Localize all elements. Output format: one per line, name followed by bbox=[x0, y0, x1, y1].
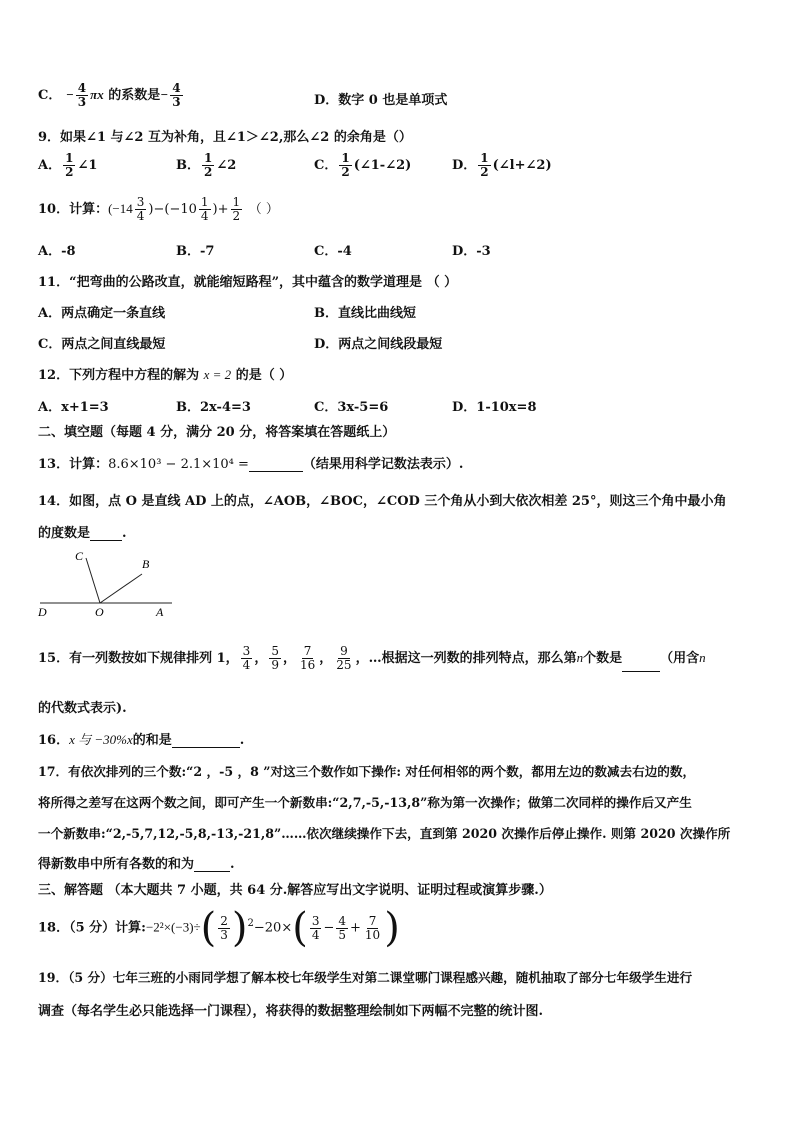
denominator: 3 bbox=[172, 95, 181, 109]
numerator: 7 bbox=[368, 913, 377, 928]
fraction bbox=[76, 82, 88, 109]
denominator: 2 bbox=[480, 165, 489, 179]
option-text: ∠1 bbox=[77, 158, 98, 173]
denominator: 10 bbox=[364, 927, 381, 942]
numerator: 1 bbox=[65, 151, 74, 165]
denominator: 3 bbox=[220, 927, 228, 942]
text: . bbox=[230, 857, 235, 872]
label-b: B bbox=[142, 557, 150, 571]
numerator: 5 bbox=[271, 644, 279, 658]
fraction bbox=[231, 196, 243, 223]
text: 得新数串中所有各数的和为 bbox=[38, 857, 195, 872]
q11-stem: 11．“把弯曲的公路改直，就能缩短路程”，其中蕴含的数学道理是 （ ） bbox=[38, 275, 458, 290]
q17-line1: 17．有依次排列的三个数:“2 ，-5 ，8 ”对这三个数作如下操作: 对任何相邻的两个数，都用左边的数减去右边的数， bbox=[38, 764, 696, 779]
fraction bbox=[241, 645, 253, 672]
q10-option-d: D．-3 bbox=[452, 244, 491, 259]
denominator: 2 bbox=[65, 165, 74, 179]
q12-option-b: B．2x-4=3 bbox=[176, 400, 251, 415]
term: −(−10 bbox=[153, 202, 197, 217]
text: （结果用科学记数法表示）. bbox=[302, 457, 464, 472]
term: (−14 bbox=[108, 201, 133, 216]
q10-stem bbox=[38, 196, 279, 223]
text: 的和是 bbox=[132, 733, 172, 748]
q10-option-b: B．-7 bbox=[176, 244, 215, 259]
left-paren: ( bbox=[292, 905, 308, 951]
term: ) bbox=[148, 202, 154, 217]
ray-oc bbox=[86, 558, 100, 603]
q13-stem bbox=[38, 453, 463, 472]
denominator: 4 bbox=[242, 658, 251, 672]
expression: −20× bbox=[253, 920, 293, 936]
q9-option-d bbox=[452, 152, 552, 179]
text: 的是（ ） bbox=[235, 368, 293, 383]
numerator: 1 bbox=[200, 195, 209, 209]
right-paren: ) bbox=[231, 905, 248, 951]
numerator: 9 bbox=[340, 644, 348, 658]
fraction bbox=[310, 915, 322, 942]
q17-line3: 一个新数串:“2,-5,7,12,-5,8,-13,-21,8”……依次继续操作下去，直到第 2020 次操作后停止操作. 则第 2020 次操作所 bbox=[38, 826, 731, 841]
question-prefix: 13．计算： bbox=[38, 457, 109, 472]
option-label: C． bbox=[38, 88, 62, 103]
minus-sign: − bbox=[65, 87, 74, 102]
variable-n: n bbox=[576, 650, 584, 665]
exponent: 2 bbox=[247, 918, 254, 930]
q11-option-a: A．两点确定一条直线 bbox=[38, 306, 166, 321]
option-label: D． bbox=[452, 158, 477, 173]
denominator: 2 bbox=[204, 165, 213, 179]
q12-stem bbox=[38, 364, 292, 383]
numerator: 3 bbox=[311, 913, 320, 928]
fraction bbox=[202, 152, 214, 179]
label-a: A bbox=[156, 605, 164, 619]
label-d: D bbox=[38, 605, 47, 619]
numerator: 4 bbox=[172, 81, 181, 95]
text: （用含 bbox=[660, 651, 700, 666]
text: . bbox=[122, 526, 127, 541]
q18-stem bbox=[38, 905, 400, 951]
numerator: 2 bbox=[220, 913, 228, 928]
option-text: (∠1-∠2) bbox=[353, 158, 412, 173]
denominator: 2 bbox=[232, 209, 241, 223]
q9-option-a bbox=[38, 152, 97, 179]
q9-stem: 9．如果∠1 与∠2 互为补角，且∠1＞∠2,那么∠2 的余角是（） bbox=[38, 130, 412, 145]
expression: −2²×(−3)÷ bbox=[145, 919, 201, 935]
plus-sign: + bbox=[217, 202, 229, 217]
text: 12．下列方程中方程的解为 bbox=[38, 368, 200, 383]
ray-ob bbox=[100, 574, 142, 603]
left-paren: ( bbox=[200, 905, 217, 951]
q9-option-c bbox=[314, 152, 411, 179]
section-heading-fill-in: 二、填空题（每题 4 分，满分 20 分，将答案填在答题纸上） bbox=[38, 425, 396, 440]
minus-sign: − bbox=[323, 920, 335, 936]
fraction bbox=[478, 152, 490, 179]
answer-paren: （ ） bbox=[248, 202, 279, 217]
right-paren: ) bbox=[384, 905, 400, 951]
text: 的度数是 bbox=[38, 526, 91, 541]
text: 的系数是 bbox=[108, 88, 161, 103]
term: ) bbox=[212, 202, 218, 217]
fraction bbox=[269, 645, 281, 672]
equation: x = 2 bbox=[203, 367, 232, 382]
denominator: 5 bbox=[338, 927, 347, 942]
numerator: 1 bbox=[341, 151, 350, 165]
q11-option-b: B．直线比曲线短 bbox=[314, 306, 416, 321]
fraction bbox=[298, 645, 317, 672]
q11-option-c: C．两点之间直线最短 bbox=[38, 337, 166, 352]
q12-option-a: A．x+1=3 bbox=[38, 400, 109, 415]
fraction bbox=[218, 915, 230, 942]
numerator: 1 bbox=[232, 195, 241, 209]
variable-n: n bbox=[699, 650, 706, 665]
expression: 8.6×10³ − 2.1×10⁴ = bbox=[108, 457, 249, 472]
section-heading-solve: 三、解答题 （本大题共 7 小题，共 64 分.解答应写出文字说明、证明过程或演算步骤.） bbox=[38, 883, 552, 898]
fraction bbox=[339, 152, 351, 179]
denominator: 9 bbox=[271, 658, 279, 672]
q14-stem: 14．如图，点 O 是直线 AD 上的点，∠AOB，∠BOC，∠COD 三个角从小到大依次相差 25°，则这三个角中最小角 bbox=[38, 494, 727, 509]
text: 个数是 bbox=[583, 651, 623, 666]
question-prefix: 16． bbox=[38, 733, 70, 748]
fraction bbox=[63, 152, 75, 179]
option-text: (∠l+∠2) bbox=[492, 158, 552, 173]
numerator: 7 bbox=[303, 644, 312, 658]
label-c: C bbox=[75, 549, 84, 563]
option-label: D． bbox=[314, 93, 339, 108]
q10-option-c: C．-4 bbox=[314, 244, 352, 259]
q17-line4 bbox=[38, 853, 235, 872]
answer-blank bbox=[172, 735, 240, 748]
text: ，…根据这一列数的排列特点，那么第 bbox=[355, 651, 577, 666]
label-o: O bbox=[95, 605, 104, 619]
numerator: 1 bbox=[480, 151, 489, 165]
q15-stem: 15．有一列数按如下规律排列 1， $\frac{3}{4}$ ， $\frac{5}{9}$ ， $\frac{7}{16}$ ， $\frac{9}{25}$ ，…根据这一列数的排列特点，那么第n个数是 （用含n bbox=[38, 644, 706, 672]
fraction bbox=[336, 915, 348, 942]
q12-option-c: C．3x-5=6 bbox=[314, 400, 389, 415]
fraction bbox=[334, 645, 353, 672]
option-label: C． bbox=[314, 158, 338, 173]
q10-option-a: A．-8 bbox=[38, 244, 76, 259]
q8-option-c bbox=[38, 82, 185, 109]
denominator: 4 bbox=[200, 209, 209, 223]
expression: πx bbox=[90, 87, 104, 102]
answer-blank bbox=[90, 528, 122, 541]
denominator: 25 bbox=[336, 658, 352, 672]
fraction bbox=[135, 196, 147, 223]
question-prefix: 18．（5 分）计算: bbox=[38, 920, 146, 936]
q16-stem bbox=[38, 729, 244, 748]
answer-blank bbox=[194, 859, 230, 872]
q17-line2: 将所得之差写在这两个数之间，即可产生一个新数串:“2,7,-5,-13,8”称为第一次操作；做第二次同样的操作后又产生 bbox=[38, 795, 692, 810]
fraction bbox=[363, 915, 382, 942]
minus-sign: − bbox=[160, 87, 169, 102]
numerator: 4 bbox=[338, 913, 347, 928]
numerator: 4 bbox=[77, 81, 87, 95]
fraction bbox=[199, 196, 211, 223]
angle-figure bbox=[36, 546, 176, 620]
answer-blank bbox=[622, 659, 660, 672]
option-text: 数字 0 也是单项式 bbox=[338, 93, 448, 108]
denominator: 4 bbox=[136, 209, 145, 223]
q19-line2: 调查（每名学生必只能选择一门课程），将获得的数据整理绘制如下两幅不完整的统计图. bbox=[38, 1004, 544, 1019]
q8-option-d bbox=[314, 89, 447, 108]
fraction bbox=[170, 82, 182, 109]
question-prefix: 10．计算： bbox=[38, 202, 109, 217]
q9-option-b bbox=[176, 152, 236, 179]
numerator: 3 bbox=[136, 195, 145, 209]
option-label: A． bbox=[38, 158, 62, 173]
q14-stem-line2 bbox=[38, 522, 127, 541]
q19-line1: 19．（5 分）七年三班的小雨同学想了解本校七年级学生对第二课堂哪门课程感兴趣，随机抽取了部分七年级学生进行 bbox=[38, 970, 693, 985]
denominator: 16 bbox=[299, 658, 316, 672]
q15-stem-line2: 的代数式表示). bbox=[38, 701, 127, 716]
denominator: 4 bbox=[311, 927, 320, 942]
q11-option-d: D．两点之间线段最短 bbox=[314, 337, 443, 352]
question-prefix: 15．有一列数按如下规律排列 1， bbox=[38, 651, 239, 666]
expression: x 与 −30%x bbox=[69, 732, 133, 747]
denominator: 3 bbox=[77, 95, 87, 109]
answer-blank bbox=[249, 459, 303, 472]
q12-option-d: D．1-10x=8 bbox=[452, 400, 537, 415]
text: . bbox=[239, 733, 245, 748]
denominator: 2 bbox=[341, 165, 350, 179]
option-text: ∠2 bbox=[216, 158, 237, 173]
option-label: B． bbox=[176, 158, 200, 173]
plus-sign: + bbox=[350, 920, 361, 936]
numerator: 1 bbox=[204, 151, 213, 165]
numerator: 3 bbox=[242, 644, 251, 658]
